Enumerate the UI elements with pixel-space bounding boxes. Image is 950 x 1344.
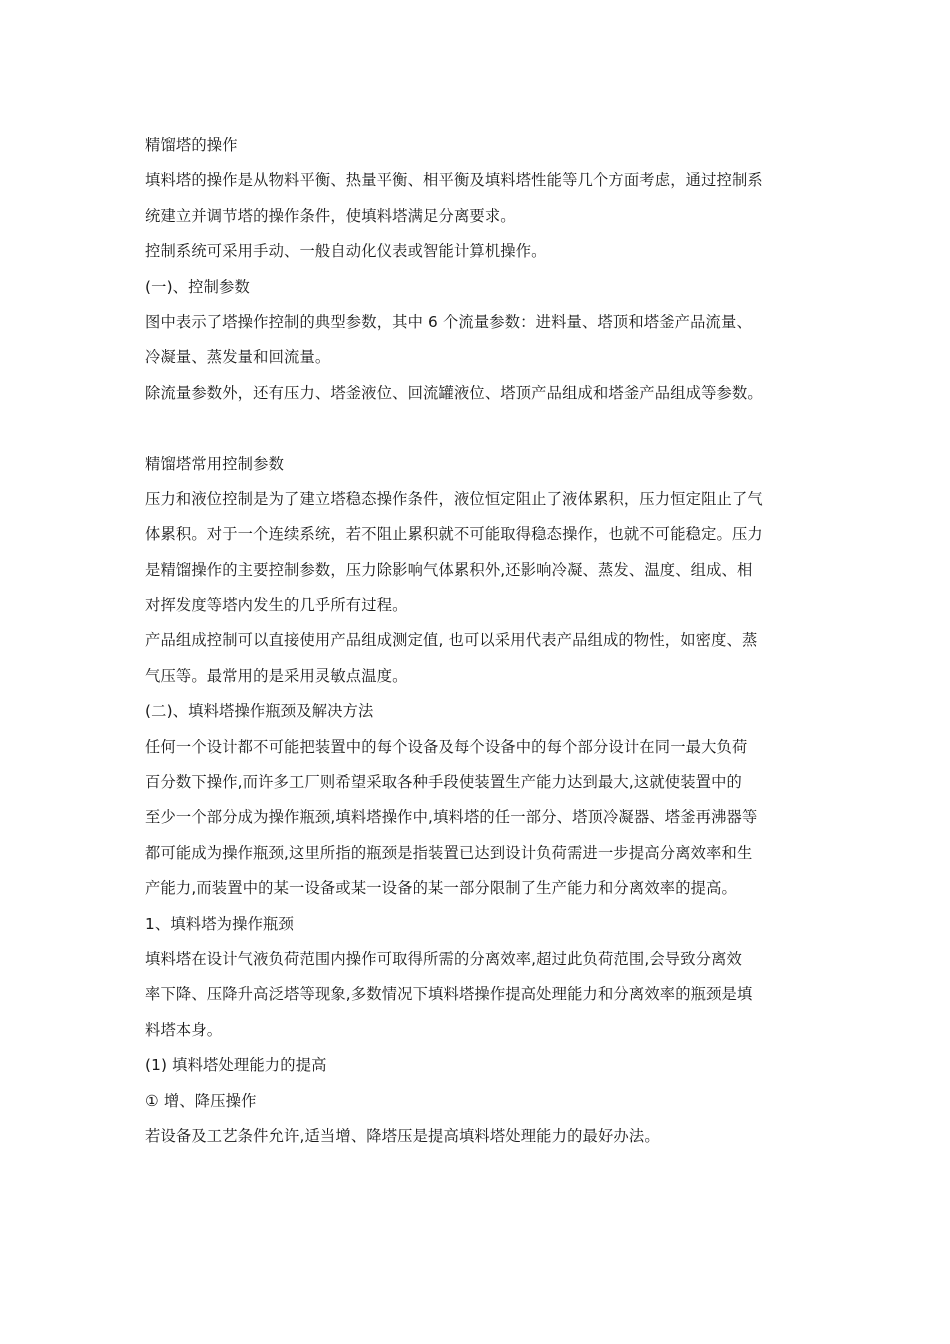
paragraph-line: 若设备及工艺条件允许,适当增、降塔压是提高填料塔处理能力的最好办法。 — [145, 1126, 660, 1145]
paragraph-line: 是精馏操作的主要控制参数，压力除影响气体累积外,还影响冷凝、蒸发、温度、组成、相 — [145, 560, 753, 579]
paragraph-line: 除流量参数外，还有压力、塔釜液位、回流罐液位、塔顶产品组成和塔釜产品组成等参数。 — [145, 383, 763, 402]
paragraph-line: 对挥发度等塔内发生的几乎所有过程。 — [145, 596, 408, 615]
blank-line — [145, 411, 815, 446]
subsection-heading: (二)、填料塔操作瓶颈及解决方法 — [145, 702, 374, 721]
paragraph-line: 填料塔的操作是从物料平衡、热量平衡、相平衡及填料塔性能等几个方面考虑，通过控制系 — [145, 171, 763, 190]
paragraph-line: 产品组成控制可以直接使用产品组成测定值, 也可以采用代表产品组成的物性，如密度、蒸 — [145, 631, 758, 650]
paragraph-line: 都可能成为操作瓶颈,这里所指的瓶颈是指装置已达到设计负荷需进一步提高分离效率和生 — [145, 843, 753, 862]
subsection-heading: 1、填料塔为操作瓶颈 — [145, 914, 294, 933]
paragraph-line: 气压等。最常用的是采用灵敏点温度。 — [145, 666, 408, 685]
subsection-heading: (一)、控制参数 — [145, 277, 250, 296]
section-title: 精馏塔常用控制参数 — [145, 454, 285, 473]
paragraph-line: 体累积。对于一个连续系统，若不阻止累积就不可能取得稳态操作，也就不可能稳定。压力 — [145, 525, 763, 544]
paragraph-line: 填料塔在设计气液负荷范围内操作可取得所需的分离效率,超过此负荷范围,会导致分离效 — [145, 949, 743, 968]
document-body — [145, 128, 815, 1154]
subsection-heading: (1) 填料塔处理能力的提高 — [145, 1056, 327, 1075]
paragraph-line: 至少一个部分成为操作瓶颈,填料塔操作中,填料塔的任一部分、塔顶冷凝器、塔釜再沸器等 — [145, 808, 758, 827]
paragraph-line: 压力和液位控制是为了建立塔稳态操作条件，液位恒定阻止了液体累积，压力恒定阻止了气 — [145, 489, 763, 508]
paragraph-line: 控制系统可采用手动、一般自动化仪表或智能计算机操作。 — [145, 242, 547, 261]
paragraph-line: 率下降、压降升高泛塔等现象,多数情况下填料塔操作提高处理能力和分离效率的瓶颈是填 — [145, 985, 753, 1004]
paragraph-line: 百分数下操作,而许多工厂则希望采取各种手段使装置生产能力达到最大,这就使装置中的 — [145, 773, 743, 792]
subsection-heading: ① 增、降压操作 — [145, 1091, 257, 1110]
paragraph-line: 冷凝量、蒸发量和回流量。 — [145, 348, 331, 367]
paragraph-line: 料塔本身。 — [145, 1020, 223, 1039]
section-title: 精馏塔的操作 — [145, 136, 238, 154]
paragraph-line: 产能力,而装置中的某一设备或某一设备的某一部分限制了生产能力和分离效率的提高。 — [145, 879, 737, 898]
paragraph-line: 任何一个设计都不可能把装置中的每个设备及每个设备中的每个部分设计在同一最大负荷 — [145, 737, 748, 756]
paragraph-line: 统建立并调节塔的操作条件，使填料塔满足分离要求。 — [145, 206, 516, 225]
paragraph-line: 图中表示了塔操作控制的典型参数，其中 6 个流量参数：进料量、塔顶和塔釜产品流量、 — [145, 312, 752, 331]
